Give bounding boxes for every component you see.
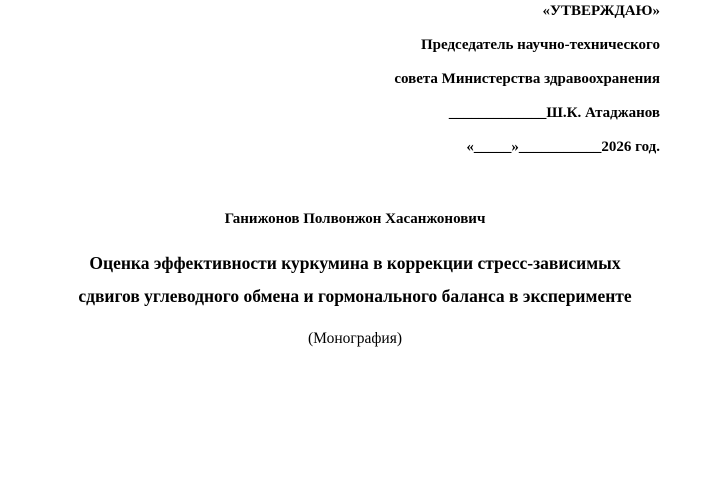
- approval-date-line: «_____»___________2026 год.: [466, 139, 660, 155]
- approval-heading: «УТВЕРЖДАЮ»: [542, 3, 660, 19]
- approver-position-line2: совета Министерства здравоохранения: [394, 71, 660, 87]
- document-type-subtitle: (Монография): [308, 330, 402, 347]
- document-title-line1: Оценка эффективности куркумина в коррекции стресс-зависимых: [89, 253, 621, 273]
- approver-position-line1: Председатель научно-технического: [420, 37, 660, 53]
- author-name: Ганижонов Полвонжон Хасанжонович: [224, 211, 486, 227]
- document-title-line2: сдвигов углеводного обмена и гормонального баланса в эксперименте: [78, 286, 632, 306]
- approver-signature-line: _____________Ш.К. Атаджанов: [448, 105, 660, 121]
